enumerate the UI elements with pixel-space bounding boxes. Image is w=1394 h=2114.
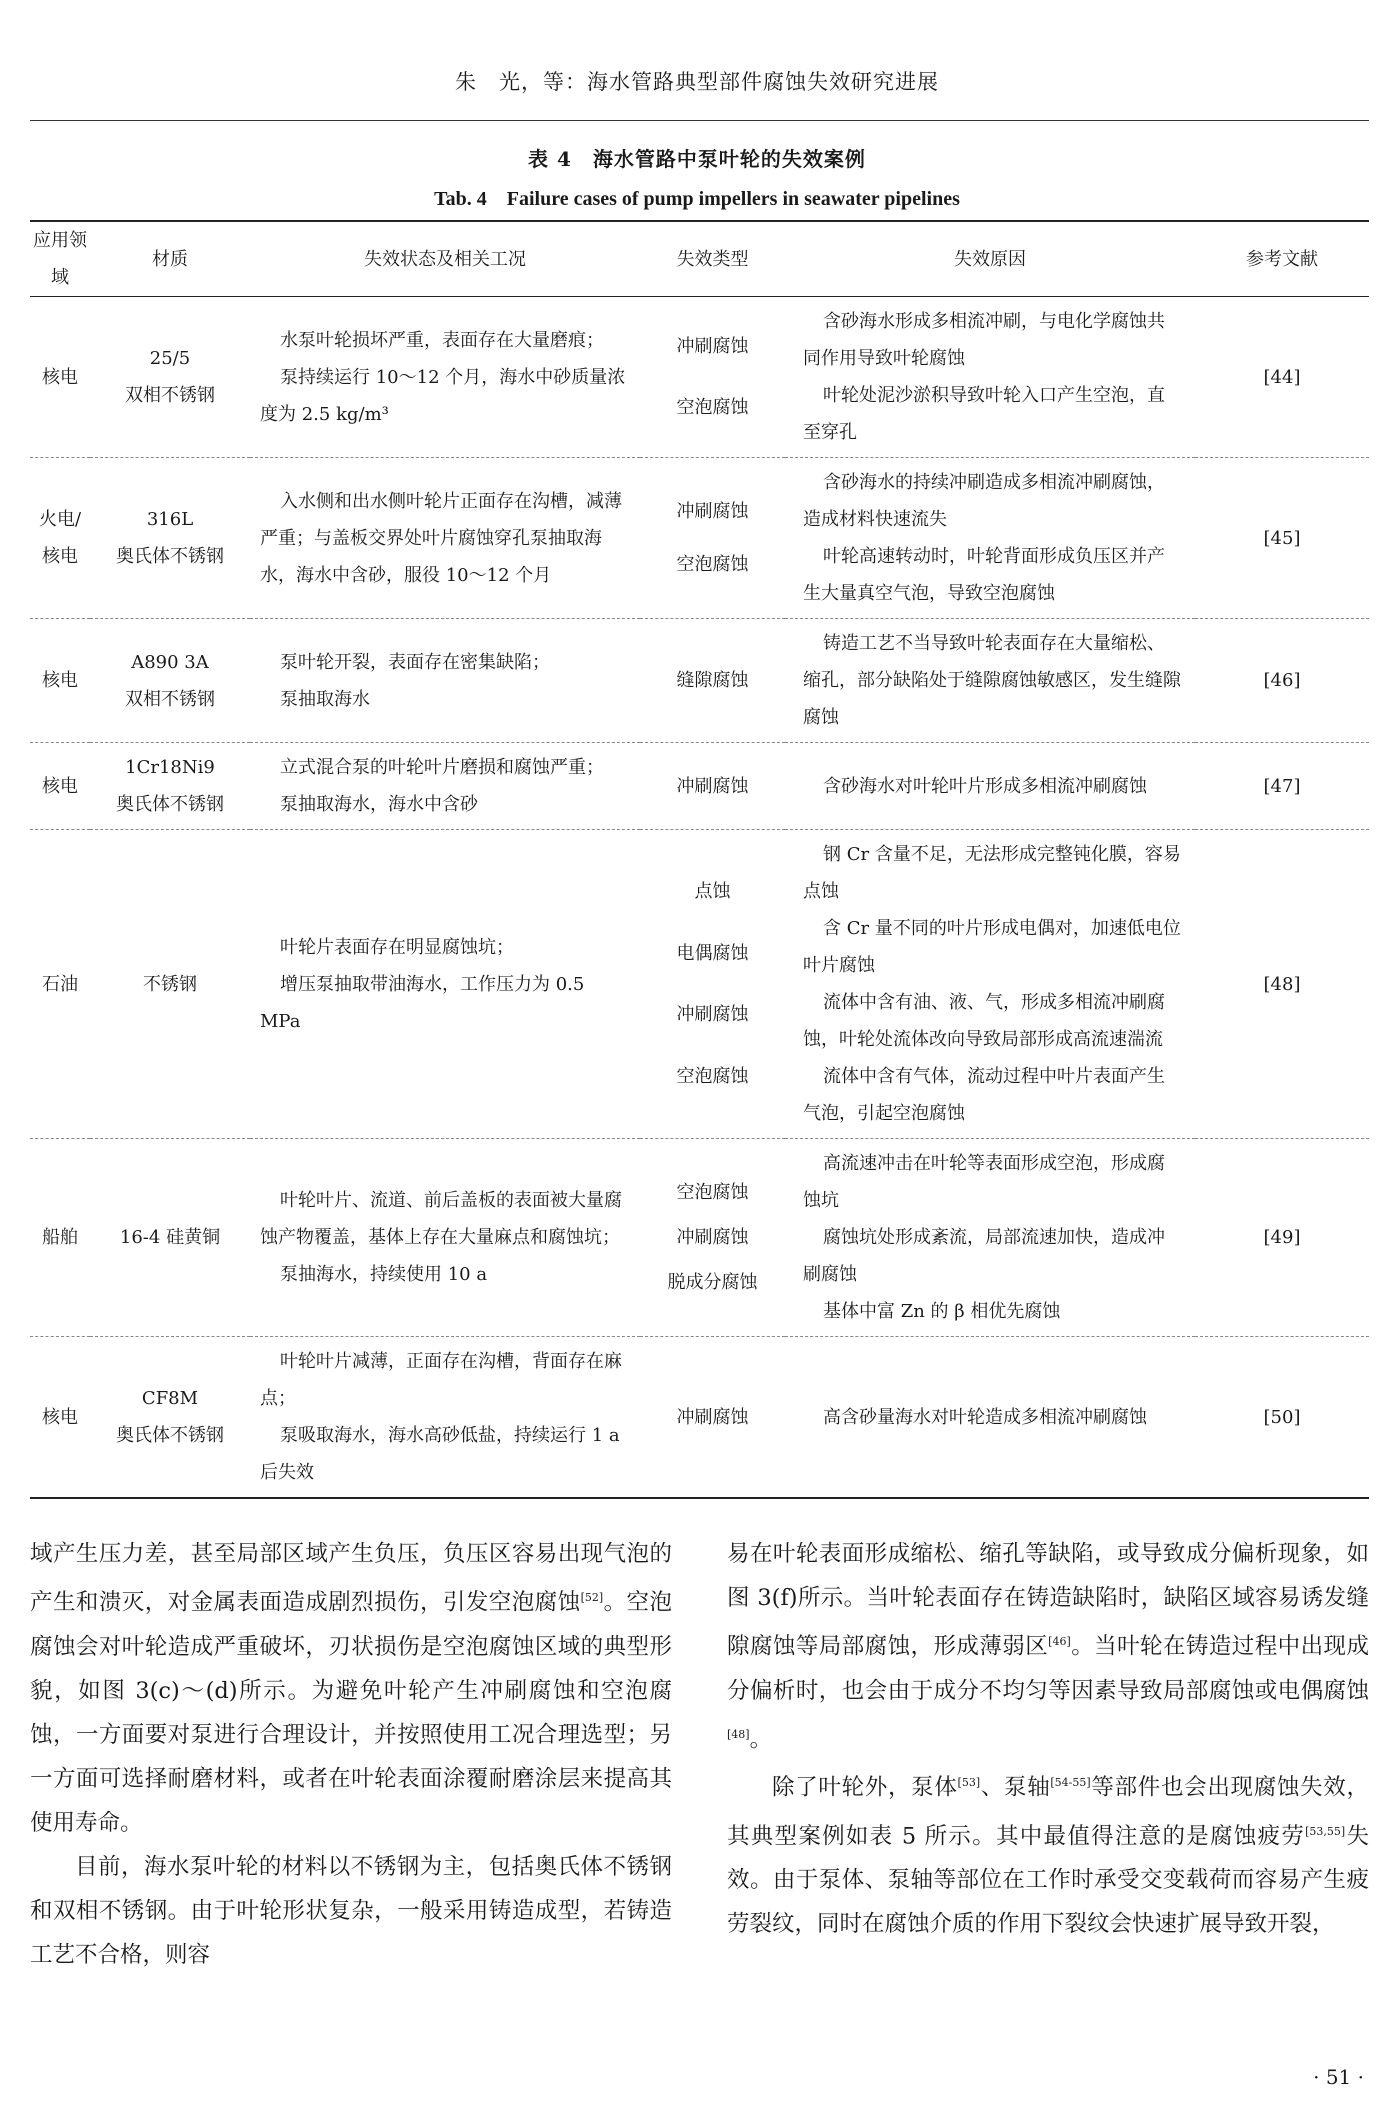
reason-text: 基体中富 Zn 的 β 相优先腐蚀 [823,1301,1061,1322]
cell-failure-type [640,743,785,830]
body-paragraph [727,1761,1369,1946]
cell-material [90,1337,250,1499]
paragraph-text: 。 [749,1726,773,1752]
cell-reason [785,1337,1195,1499]
paragraph-text: 失效。由于泵体、泵轴等部位在工作时承受交变载荷而容易产生疲劳裂纹，同时在腐蚀介质的作用下裂纹会快速扩展导致开裂， [727,1823,1369,1937]
failure-type: 点蚀 [694,881,731,903]
reason-text: 含砂海水的持续冲刷造成多相流冲刷腐蚀，造成材料快速流失 [803,472,1165,530]
cell-conditions [250,297,640,458]
table-row [30,1139,1369,1337]
table-row [30,830,1369,1139]
cell-field: 核电 [30,297,90,458]
condition-text: 泵持续运行 10～12 个月，海水中砂质量浓度为 2.5 kg/m³ [260,366,626,425]
table-row [30,458,1369,619]
condition-text: 增压泵抽取带油海水，工作压力为 0.5 MPa [260,973,585,1032]
failure-type: 冲刷腐蚀 [676,1406,749,1428]
failure-type: 冲刷腐蚀 [676,1004,749,1026]
material-line: CF8M [141,1388,199,1409]
table-row [30,1337,1369,1499]
condition-text: 叶轮片表面存在明显腐蚀坑； [280,936,514,958]
body-paragraph [30,1532,672,1845]
citation-ref: [52] [580,1591,604,1604]
paragraph-text: 等部件也会出现腐蚀失效，其典型案例如表 5 所示。其中最值得注意的是腐蚀疲劳 [727,1774,1369,1849]
cell-field: 石油 [30,830,90,1139]
page-number: · 51 · [1313,2065,1364,2089]
body-column-left [30,1532,672,1977]
failure-type: 电偶腐蚀 [676,942,749,964]
paragraph-text: 目前，海水泵叶轮的材料以不锈钢为主，包括奥氏体不锈钢和双相不锈钢。由于叶轮形状复杂，一般采用铸造成型，若铸造工艺不合格，则容 [30,1853,672,1968]
failure-cases-table [30,220,1369,1499]
reason-text: 叶轮处泥沙淤积导致叶轮入口产生空泡，直至穿孔 [803,385,1165,443]
material-line: 奥氏体不锈钢 [116,1425,224,1446]
col-header-conditions: 失效状态及相关工况 [250,221,640,297]
cell-reference: [48] [1195,830,1369,1139]
header-rule [30,120,1369,121]
condition-text: 叶轮叶片减薄，正面存在沟槽，背面存在麻点； [260,1351,622,1409]
cell-conditions [250,458,640,619]
failure-type: 冲刷腐蚀 [676,501,749,522]
paragraph-text: 。空泡腐蚀会对叶轮造成严重破坏，刃状损伤是空泡腐蚀区域的典型形貌，如图 3(c)～(d)所示。为避免叶轮产生冲刷腐蚀和空泡腐蚀，一方面要对泵进行合理设计，并按照使用工况合理选型；另一方面可选择耐磨材料，或者在叶轮表面涂覆耐磨涂层来提高其使用寿命。 [30,1589,672,1836]
citation-ref: [53] [957,1776,981,1789]
cell-conditions [250,743,640,830]
reason-text: 含砂海水形成多相流冲刷，与电化学腐蚀共同作用导致叶轮腐蚀 [803,311,1165,369]
cell-reference: [49] [1195,1139,1369,1337]
paragraph-text: 易在叶轮表面形成缩松、缩孔等缺陷，或导致成分偏析现象，如图 3(f)所示。当叶轮表面存在铸造缺陷时，缺陷区域容易诱发缝隙腐蚀等局部腐蚀，形成薄弱区 [727,1541,1369,1660]
citation-ref: [54-55] [1050,1776,1091,1789]
failure-type: 冲刷腐蚀 [676,1226,749,1248]
material-line: 双相不锈钢 [125,688,215,710]
table-row [30,297,1369,458]
failure-type: 冲刷腐蚀 [676,775,749,797]
material-line: 奥氏体不锈钢 [116,794,224,815]
material-line: A890 3A [131,651,209,673]
running-header: 朱 光，等：海水管路典型部件腐蚀失效研究进展 [455,70,939,94]
cell-failure-type [640,1337,785,1499]
material-line: 奥氏体不锈钢 [116,546,224,567]
col-header-material: 材质 [90,221,250,297]
condition-text: 入水侧和出水侧叶轮片正面存在沟槽，减薄严重；与盖板交界处叶片腐蚀穿孔泵抽取海水，海水中含砂，服役 10～12 个月 [260,490,622,586]
body-paragraph [30,1845,672,1977]
cell-material [90,1139,250,1337]
reason-text: 流体中含有气体，流动过程中叶片表面产生气泡，引起空泡腐蚀 [803,1066,1165,1124]
cell-conditions [250,619,640,743]
cell-failure-type [640,619,785,743]
cell-failure-type [640,1139,785,1337]
reason-text: 腐蚀坑处形成紊流，局部流速加快，造成冲刷腐蚀 [803,1227,1165,1285]
material-line: 316L [146,509,194,530]
failure-type: 空泡腐蚀 [676,1065,749,1087]
cell-failure-type [640,458,785,619]
table-row [30,619,1369,743]
failure-type: 空泡腐蚀 [676,554,749,575]
reason-text: 钢 Cr 含量不足，无法形成完整钝化膜，容易点蚀 [803,844,1181,902]
cell-material [90,458,250,619]
condition-text: 水泵叶轮损坏严重，表面存在大量磨痕； [280,329,604,351]
cell-field: 船舶 [30,1139,90,1337]
cell-field: 核电 [30,743,90,830]
condition-text: 泵叶轮开裂，表面存在密集缺陷； [280,651,550,673]
cell-reason [785,297,1195,458]
failure-type: 空泡腐蚀 [676,1182,749,1204]
cell-reason [785,458,1195,619]
cell-field: 火电/核电 [30,458,90,619]
material-line: 16-4 硅黄铜 [119,1227,221,1248]
col-header-ref: 参考文献 [1195,221,1369,297]
cell-conditions [250,1139,640,1337]
cell-reason [785,743,1195,830]
reason-text: 流体中含有油、液、气，形成多相流冲刷腐蚀，叶轮处流体改向导致局部形成高流速湍流 [803,992,1165,1050]
condition-text: 立式混合泵的叶轮叶片磨损和腐蚀严重； [280,757,604,778]
material-line: 25/5 [149,348,191,369]
table-caption-en: Tab. 4 Failure cases of pump impellers in seawater pipelines [434,188,960,210]
reason-text: 高含砂量海水对叶轮造成多相流冲刷腐蚀 [823,1406,1147,1428]
reason-text: 含 Cr 量不同的叶片形成电偶对，加速低电位叶片腐蚀 [803,918,1181,976]
citation-ref: [46] [1048,1635,1071,1648]
cell-reference: [47] [1195,743,1369,830]
reason-text: 叶轮高速转动时，叶轮背面形成负压区并产生大量真空气泡，导致空泡腐蚀 [803,546,1165,604]
cell-field: 核电 [30,1337,90,1499]
cell-material [90,297,250,458]
cell-reason [785,619,1195,743]
body-column-right [727,1532,1369,1946]
cell-conditions [250,830,640,1139]
material-line: 不锈钢 [143,973,197,995]
reason-text: 含砂海水对叶轮叶片形成多相流冲刷腐蚀 [823,775,1147,797]
body-paragraph [727,1532,1369,1761]
citation-ref: [53,55] [1305,1824,1346,1838]
col-header-reason: 失效原因 [785,221,1195,297]
cell-reference: [46] [1195,619,1369,743]
cell-reference: [50] [1195,1337,1369,1499]
cell-failure-type [640,830,785,1139]
reason-text: 铸造工艺不当导致叶轮表面存在大量缩松、缩孔，部分缺陷处于缝隙腐蚀敏感区，发生缝隙腐蚀 [803,633,1181,728]
cell-reason [785,830,1195,1139]
cell-material [90,619,250,743]
paragraph-text: 域产生压力差，甚至局部区域产生负压，负压区容易出现气泡的产生和溃灭，对金属表面造成剧烈损伤，引发空泡腐蚀 [30,1541,672,1616]
col-header-field: 应用领域 [30,221,90,297]
failure-type: 脱成分腐蚀 [667,1271,758,1293]
condition-text: 泵抽海水，持续使用 10 a [280,1264,488,1285]
cell-conditions [250,1337,640,1499]
paragraph-text: 。当叶轮在铸造过程中出现成分偏析时，也会由于成分不均匀等因素导致局部腐蚀或电偶腐蚀 [727,1633,1369,1704]
cell-reference: [45] [1195,458,1369,619]
material-line: 双相不锈钢 [125,385,215,406]
paragraph-text: 除了叶轮外，泵体 [772,1774,958,1801]
condition-text: 泵抽取海水 [280,688,370,710]
citation-ref: [48] [727,1727,750,1741]
col-header-type: 失效类型 [640,221,785,297]
cell-failure-type [640,297,785,458]
reason-text: 高流速冲击在叶轮等表面形成空泡，形成腐蚀坑 [803,1153,1165,1211]
failure-type: 空泡腐蚀 [676,397,749,418]
failure-type: 冲刷腐蚀 [676,336,749,357]
condition-text: 泵抽取海水，海水中含砂 [280,794,478,815]
cell-field: 核电 [30,619,90,743]
table-caption-cn: 表 4 海水管路中泵叶轮的失效案例 [528,147,866,171]
cell-material [90,830,250,1139]
table-row [30,743,1369,830]
condition-text: 泵吸取海水，海水高砂低盐，持续运行 1 a 后失效 [260,1425,620,1483]
condition-text: 叶轮叶片、流道、前后盖板的表面被大量腐蚀产物覆盖，基体上存在大量麻点和腐蚀坑； [260,1190,622,1248]
failure-type: 缝隙腐蚀 [676,670,749,691]
cell-material [90,743,250,830]
paragraph-text: 、泵轴 [980,1774,1051,1801]
cell-reason [785,1139,1195,1337]
cell-reference: [44] [1195,297,1369,458]
material-line: 1Cr18Ni9 [125,757,215,778]
